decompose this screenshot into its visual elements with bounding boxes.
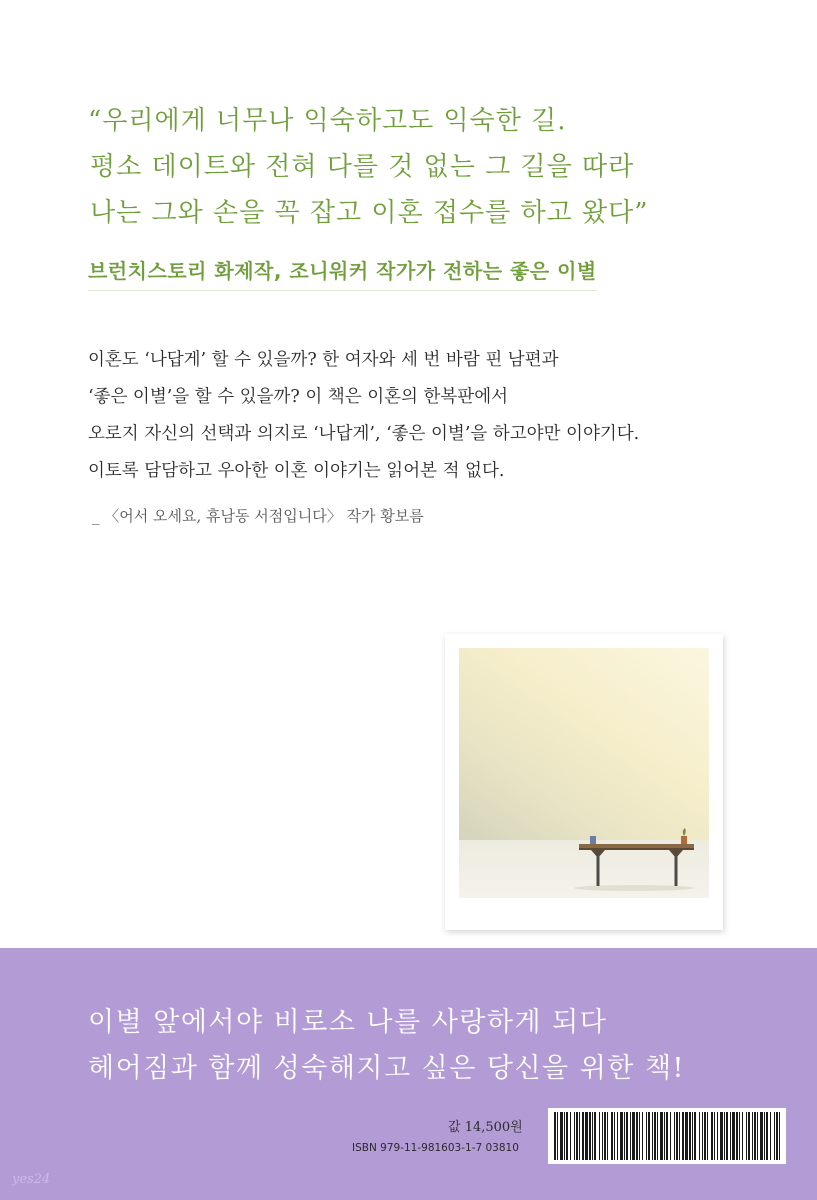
barcode-bar <box>652 1112 653 1160</box>
review-attribution: _ 〈어서 오세요, 휴남동 서점입니다〉 작가 황보름 <box>92 507 424 525</box>
table-illustration <box>459 648 709 898</box>
barcode-bar <box>620 1112 623 1160</box>
barcode-bar <box>642 1112 643 1160</box>
barcode-bar <box>664 1112 665 1160</box>
barcode-bar <box>566 1112 568 1160</box>
barcode-bar <box>646 1112 647 1160</box>
barcode-bar <box>742 1112 743 1160</box>
barcode-bar <box>757 1112 758 1160</box>
barcode-bar <box>674 1112 675 1160</box>
price: 값 14,500원 <box>448 1120 523 1135</box>
barcode-bar <box>730 1112 731 1160</box>
barcode-bar <box>770 1112 771 1160</box>
barcode-bar <box>766 1112 768 1160</box>
barcode-bar <box>589 1112 591 1160</box>
barcode-bar <box>666 1112 668 1160</box>
barcode <box>548 1108 786 1164</box>
subtitle: 브런치스토리 화제작, 조니워커 작가가 전하는 좋은 이별 <box>88 255 597 291</box>
barcode-bar <box>711 1112 713 1160</box>
barcode-bar <box>660 1112 663 1160</box>
barcode-bars <box>548 1108 786 1164</box>
barcode-bar <box>557 1112 558 1160</box>
barcode-bar <box>704 1112 706 1160</box>
barcode-bar <box>748 1112 750 1160</box>
barcode-bar <box>714 1112 715 1160</box>
barcode-bar <box>776 1112 778 1160</box>
tagline-line: 헤어짐과 함께 성숙해지고 싶은 당신을 위한 책! <box>88 1053 685 1084</box>
barcode-bar <box>607 1112 608 1160</box>
barcode-bar <box>676 1112 678 1160</box>
tagline-line: 이별 앞에서야 비로소 나를 사랑하게 되다 <box>88 1007 608 1038</box>
barcode-bar <box>560 1112 563 1160</box>
barcode-bar <box>724 1112 725 1160</box>
barcode-bar <box>579 1112 580 1160</box>
barcode-bar <box>682 1112 684 1160</box>
barcode-bar <box>689 1112 691 1160</box>
barcode-bar <box>632 1112 635 1160</box>
barcode-bar <box>614 1112 615 1160</box>
isbn-number: ISBN 979-11-981603-1-7 03810 <box>352 1142 519 1154</box>
barcode-bar <box>702 1112 703 1160</box>
barcode-bar <box>599 1112 600 1160</box>
barcode-bar <box>694 1112 696 1160</box>
pull-quote <box>88 98 728 236</box>
review-text <box>88 342 768 490</box>
review-line: 이혼도 ‘나답게’ 할 수 있을까? 한 여자와 세 번 바람 핀 남편과 <box>88 350 559 370</box>
barcode-bar <box>726 1112 728 1160</box>
pull-quote-line: “우리에게 너무나 익숙하고도 익숙한 길. <box>88 106 567 136</box>
barcode-bar <box>752 1112 753 1160</box>
barcode-bar <box>576 1112 578 1160</box>
barcode-bar <box>670 1112 671 1160</box>
barcode-bar <box>692 1112 693 1160</box>
barcode-bar <box>574 1112 575 1160</box>
barcode-bar <box>626 1112 628 1160</box>
barcode-bar <box>611 1112 613 1160</box>
barcode-bar <box>602 1112 603 1160</box>
barcode-bar <box>648 1112 650 1160</box>
barcode-bar <box>739 1112 740 1160</box>
polaroid-photo-frame <box>445 634 723 930</box>
barcode-bar <box>657 1112 658 1160</box>
barcode-bar <box>630 1112 631 1160</box>
review-line: 이토록 담담하고 우아한 이혼 이야기는 읽어본 적 없다. <box>88 461 505 481</box>
pull-quote-line: 나는 그와 손을 꼭 잡고 이혼 접수를 하고 왔다” <box>90 198 649 228</box>
pull-quote-line: 평소 데이트와 전혀 다를 것 없는 그 길을 따라 <box>90 152 635 182</box>
barcode-bar <box>760 1112 763 1160</box>
review-line: ‘좋은 이별’을 할 수 있을까? 이 책은 이혼의 한복판에서 <box>88 387 509 407</box>
barcode-bar <box>679 1112 680 1160</box>
barcode-bar <box>570 1112 571 1160</box>
barcode-bar <box>654 1112 656 1160</box>
barcode-bar <box>764 1112 765 1160</box>
barcode-bar <box>779 1112 780 1160</box>
barcode-bar <box>564 1112 565 1160</box>
barcode-bar <box>720 1112 723 1160</box>
tagline <box>88 1000 685 1092</box>
barcode-bar <box>736 1112 738 1160</box>
barcode-bar <box>624 1112 625 1160</box>
barcode-bar <box>582 1112 584 1160</box>
illustration-table-scene <box>459 648 709 898</box>
barcode-bar <box>774 1112 775 1160</box>
barcode-bar <box>717 1112 718 1160</box>
barcode-bar <box>604 1112 606 1160</box>
barcode-bar <box>754 1112 756 1160</box>
barcode-bar <box>585 1112 588 1160</box>
barcode-bar <box>594 1112 596 1160</box>
watermark: yes24 <box>12 1172 51 1187</box>
barcode-bar <box>639 1112 640 1160</box>
barcode-bar <box>617 1112 618 1160</box>
barcode-bar <box>592 1112 593 1160</box>
barcode-bar <box>685 1112 688 1160</box>
barcode-bar <box>554 1112 556 1160</box>
review-line: 오로지 자신의 선택과 의지로 ‘나답게’, ‘좋은 이별’을 하고야만 이야기다. <box>88 424 640 444</box>
barcode-bar <box>732 1112 735 1160</box>
barcode-bar <box>699 1112 700 1160</box>
barcode-bar <box>707 1112 708 1160</box>
barcode-bar <box>746 1112 747 1160</box>
barcode-bar <box>636 1112 638 1160</box>
